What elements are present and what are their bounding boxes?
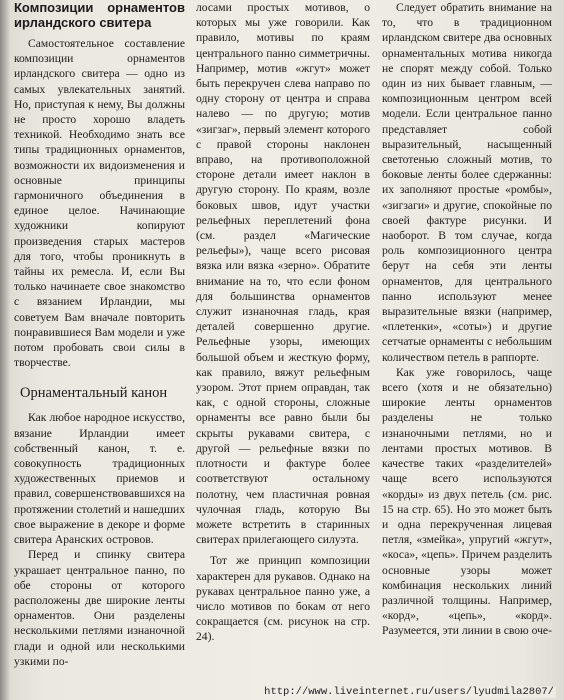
- page-edge-shadow: [0, 0, 10, 700]
- paragraph: Самостоятельное составление композиции орнаментов ирландского свитера — одно из самых увлекательных занятий. Но, приступая к нему, Вы должны не просто хорошо владеть техникой. Необходимо знать все типы традиционных орнаментов, возможности их видоизменения и основные принципы гармоничного объединения в единое целое. Начинающие художники копируют произведения старых мастеров для того, чтобы проникнуть в тайны их ремесла. И, если Вы только начинаете свое знакомство с вязанием Ирландии, мы советуем Вам вначале повторить понравившиеся Вам модели и уже потом пробовать свои силы в творчестве.: [14, 37, 185, 370]
- column-3: [382, 0, 552, 639]
- paragraph: Следует обратить внимание на то, что в традиционном ирландском свитере два основных орнаментальных мотива никогда не спорят между собой. Только один из них бывает главным, — композиционным центром всей модели. Если центральное панно представляет собой выразительный, насыщенный светотенью сложный мотив, то боковые ленты более сдержанны: их заполняют простые «ромбы», «зигзаги» и другие, спокойные по своей фактуре рисунки. И наоборот. В том случае, когда роль композиционного центра берут на себя эти ленты орнаментов, для центрального панно используют менее выразительные вязки (например, «плетенки», «соты») и другие сетчатые орнаменты с небольшим количеством петель в раппорте.: [382, 1, 552, 364]
- paragraph: Как любое народное искусство, вязание Ирландии имеет собственный канон, т. е. совокупность традиционных художественных приемов и правил, совершенствовавшихся на протяжении столетий и нашедших свое выражение в декоре и форме свитера Аранских островов.: [14, 411, 185, 547]
- column-1: [14, 0, 185, 669]
- paragraph: Как уже говорилось, чаще всего (хотя и не обязательно) широкие ленты орнаментов разделены не только изнаночными петлями, но и лентами простых мотивов. В качестве таких «разделителей» чаще всего используются «корды» из двух петель (см. рис. 15 на стр. 65). Но это может быть и одна перекрученная лицевая петля, «змейка», упругий «жгут», «коса», «цепь». Причем разделить основные узоры может комбинация нескольких линий различной толщины. Например, «корд», «цепь», «корд». Разумеется, эти линии в свою оче-: [382, 365, 552, 638]
- paragraph: Тот же принцип композиции характерен для рукавов. Однако на рукавах центральное панно уже, а число мотивов по бокам от него сокращается (см. рисунок на стр. 24).: [196, 554, 370, 644]
- paragraph: Перед и спинку свитера украшает центральное панно, по обе стороны от которого расположены две широкие ленты орнаментов. Они разделены несколькими петлями изнаночной глади и одной или несколькими узкими по-: [14, 548, 185, 668]
- watermark-url: http://www.liveinternet.ru/users/lyudmila2807/: [264, 686, 554, 698]
- column-2: [196, 0, 370, 645]
- paragraph: лосами простых мотивов, о которых мы уже говорили. Как правило, мотивы по краям центрального панно симметричны. Например, мотив «жгут» может быть перекручен слева направо по одну сторону от центра и справа налево — по другую; мотив «зигзаг», первый элемент которого с правой стороны наклонен вправо, на противоположной стороне детали имеет наклон в другую сторону. По краям, возле боковых швов, идут участки рельефных переплетений фона (см. раздел «Магические рельефы»), чаще всего рисовая вязка или вязка «зерно». Обратите внимание на то, что если фоном для большинства орнаментов служит изнаночная гладь, края деталей совершенно другие. Рельефные узоры, имеющих большой объем и жесткую форму, как правило, вяжут рельефным узором. Этот прием оправдан, так как, с одной стороны, сложные орнаменты все равно были бы скрыты рукавами свитера, с другой — рельефные вязки по плотности и фактуре более соответствуют остальному полотну, чем пластичная ровная чулочная гладь, которую Вы можете встретить в старинных свитерах прилегающего силуэта.: [196, 1, 370, 547]
- section-heading: Орнаментальный канон: [20, 385, 168, 402]
- article-title: Композиции орнаментов ирландского свитера: [14, 0, 185, 30]
